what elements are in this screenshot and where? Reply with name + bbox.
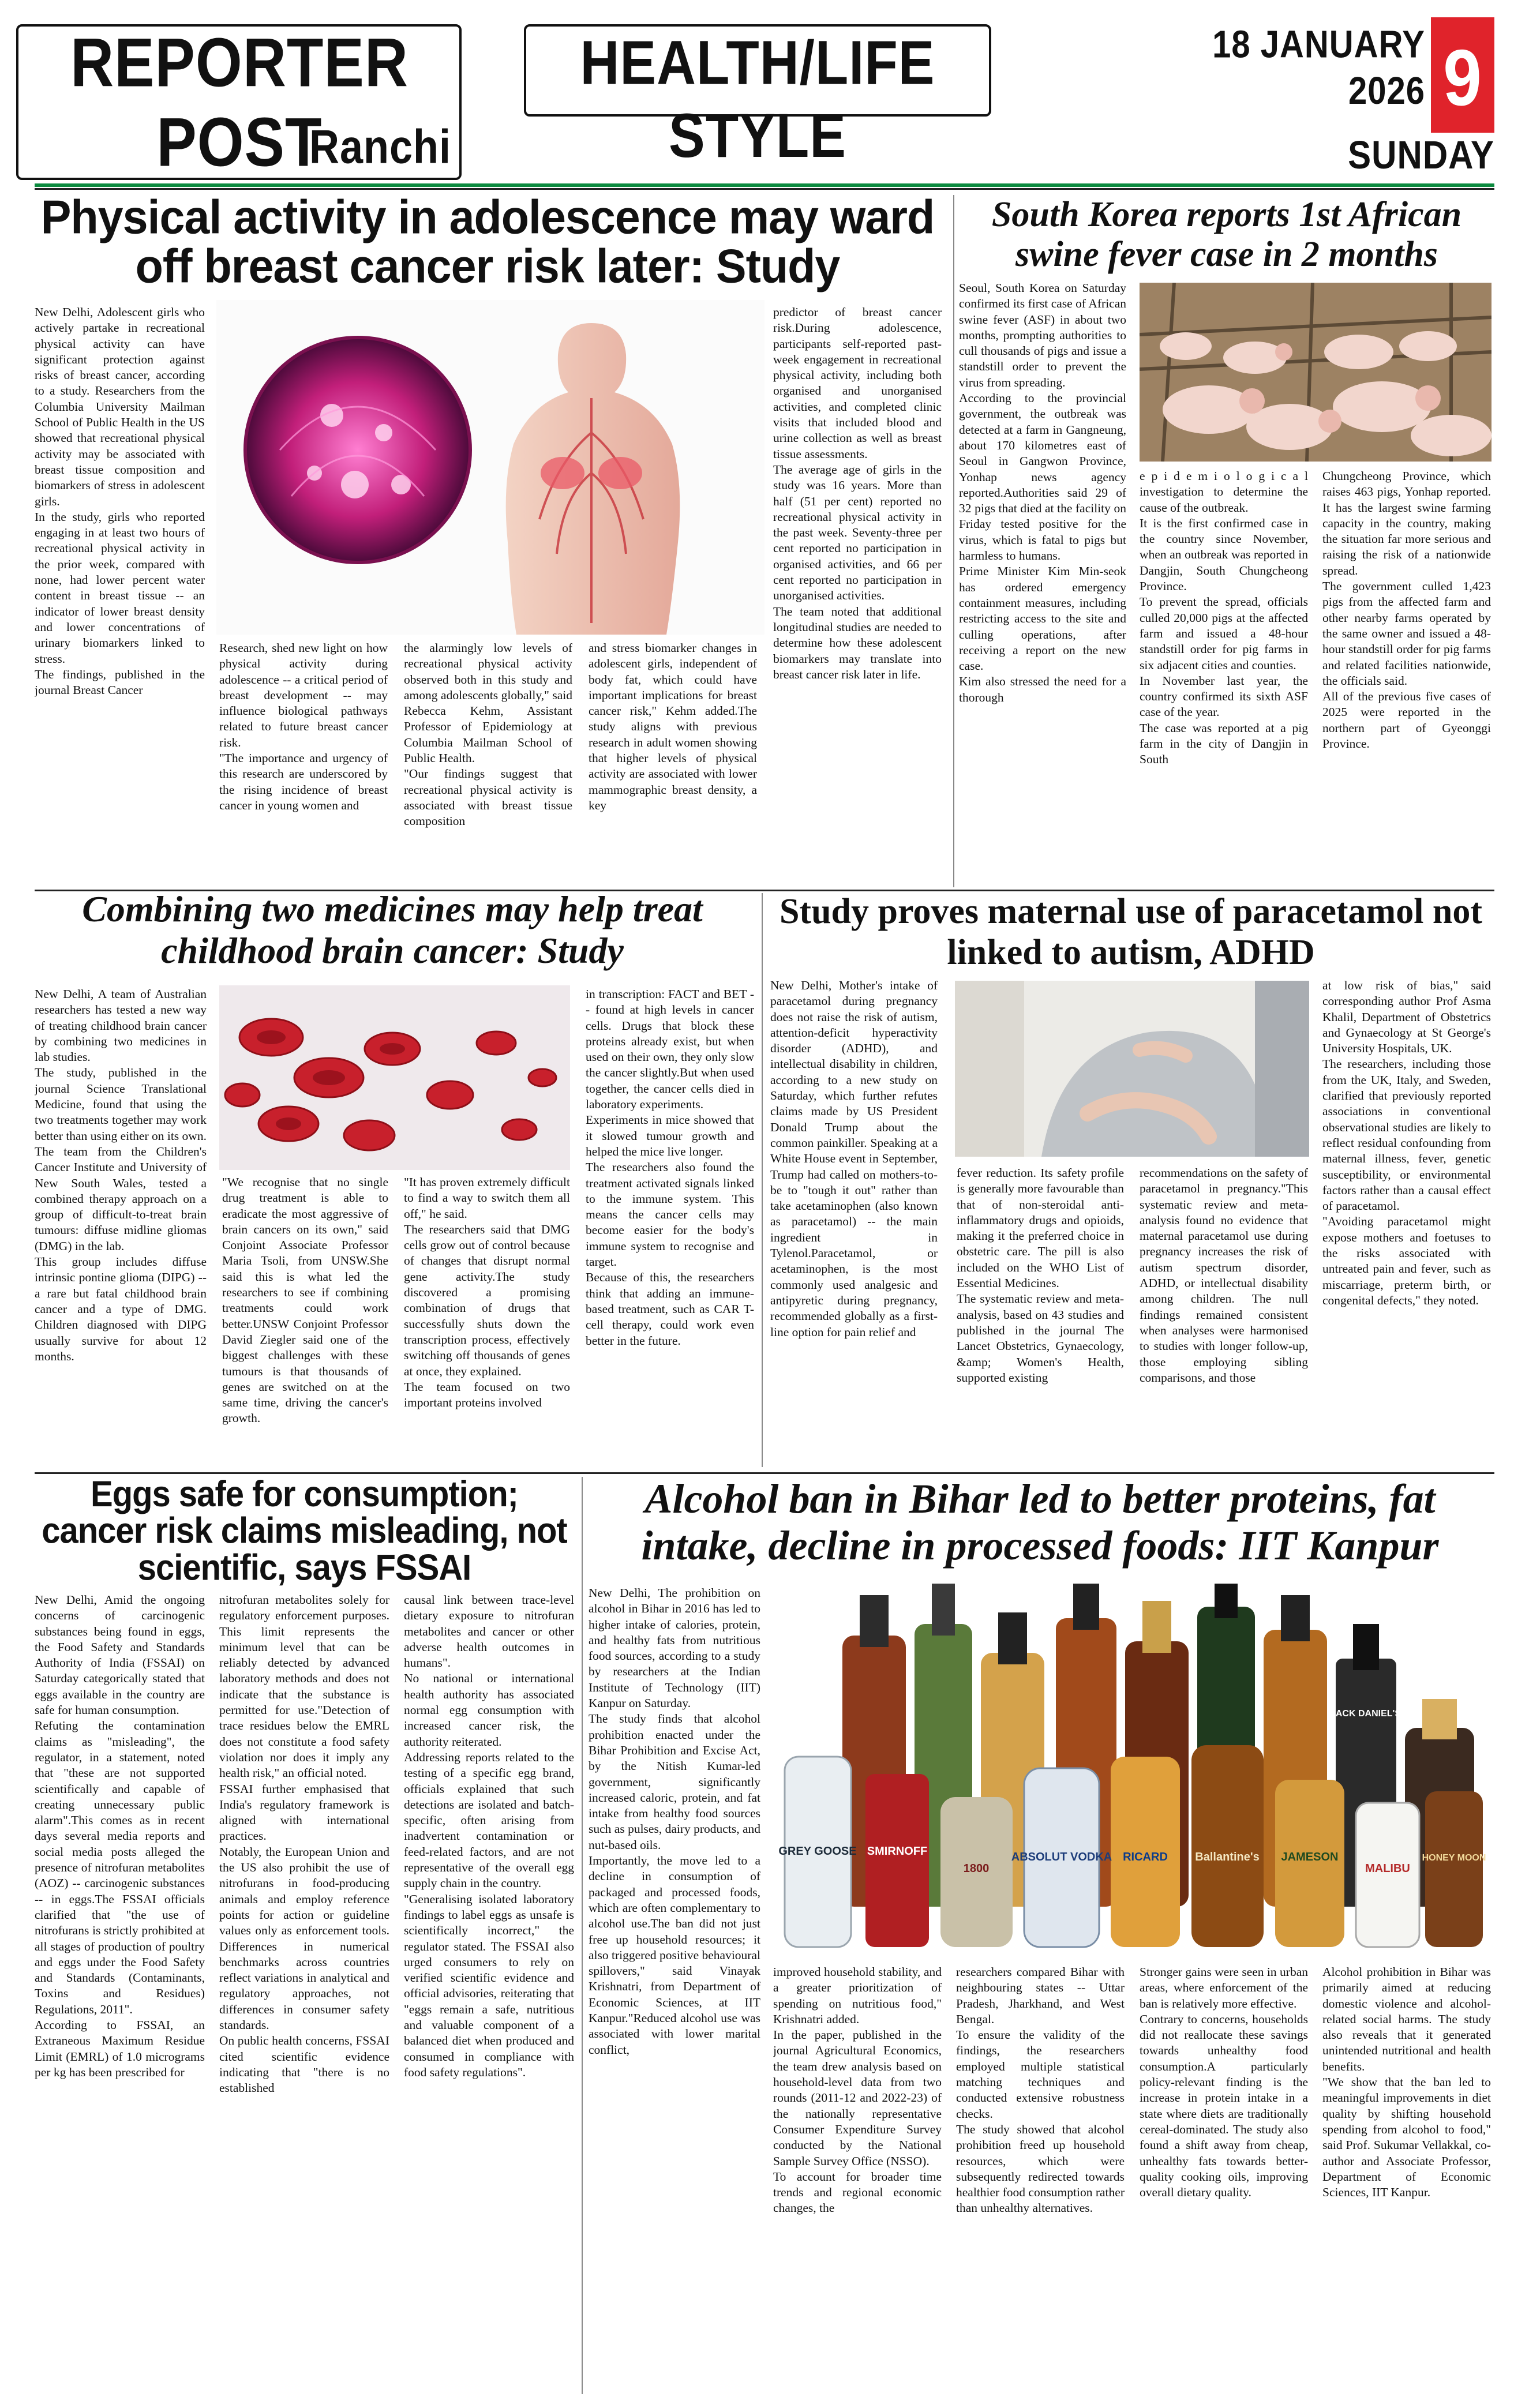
liquor-bottles-photo: [773, 1584, 1491, 1959]
bottle-label: JAMESON: [1281, 1851, 1339, 1863]
issue-date: 18 JANUARY 2026: [1212, 22, 1425, 113]
pregnant-woman-photo: [955, 981, 1309, 1157]
bottle-label: HONEY MOON: [1422, 1853, 1486, 1863]
brain-col-3: "It has proven extremely difficult to find a way to switch them all off," he said. The researchers said that DMG cells grow out of control because of changes that disrupt normal gene activity.The study discovered a promising combination of drugs that successfully shuts down the transcription process, effectively switching off thousands of genes at once, they explained. The team focused on two important proteins involved: [404, 1175, 570, 1410]
bottle-label: 1800: [963, 1862, 990, 1875]
brain-headline: Combining two medicines may help treat childhood brain cancer: Study: [82, 888, 703, 971]
paracetamol-col-4: at low risk of bias," said corresponding author Prof Asma Khalil, Department of Obstetrics and Gynaecology at St George's University Hospitals, UK. The researchers, including those from the UK, Italy, and Sweden, clarified that previously reported associations in conventional observational studies are likely to reflect residual confounding from maternal illness, fever, genetic susceptibility, or environmental factors rather than a causal effect of paracetamol. "Avoiding paracetamol might expose mothers and foetuses to the risks associated with untreated pain and fever, such as miscarriage, preterm birth, or congenital defects," they noted.: [1322, 978, 1491, 1307]
section-title: HEALTH/LIFE STYLE: [580, 27, 935, 171]
swine-col-3: Chungcheong Province, which raises 463 pigs, Yonhap reported. It has the largest swine farming capacity in the country, making the situation far more serious and raising the risk of a nationwide spread. The government culled 1,423 pigs from the affected farm and other nearby farms operated by the same owner and issued a 48-hour standstill order for pig farms and related facilities nationwide, the officials said. All of the previous five cases of 2025 were reported in the northern part of Gyeonggi Province.: [1322, 469, 1491, 751]
bottle-label: GREY GOOSE: [778, 1845, 857, 1858]
body-silhouette: [506, 323, 680, 635]
alcohol-col-4: Stronger gains were seen in urban areas, where enforcement of the ban is relatively more effective. Contrary to concerns, households did not reallocate these savings towards unhealthy food consumption.A particularly policy-relevant finding is the increase in protein intake in a state where diets are traditionally cereal-dominated. The study also found a shift away from cheap, unhealthy fats towards better-quality cooking oils, improving overall dietary quality.: [1140, 1965, 1308, 2200]
breast-col-4: and stress biomarker changes in adolescent girls, independent of body fat, which could have important implications for breast cancer risk," Kehm added.The study aligns with previous research in adult women showing that higher levels of physical activity are associated with lower mammographic breast density, a key: [589, 641, 757, 812]
masthead-rule-green: [35, 183, 1494, 187]
page-number: 9: [1443, 33, 1482, 123]
breast-col-3: the alarmingly low levels of recreational physical activity observed both in this study and among adolescents globally," said Rebecca Kehm, Assistant Professor of Epidemiology at Columbia Mailman School of Public Health. "Our findings suggest that recreational physical activity is associated with breast tissue composition: [404, 641, 572, 828]
breast-illustration: [216, 300, 765, 635]
breast-col-5: predictor of breast cancer risk.During adolescence, participants self-reported past-week engagement in recreational physical activity, including both organised and unorganised activities, and completed clinic visits that included blood and urine collection as well as breast tissue assessments. The average age of girls in the study was 16 years. More than half (51 per cent) reported no recreational physical activity in the past week. Seventy-three per cent reported no participation in organised activities, and 66 per cent reported no participation in unorganised activities. The team noted that additional longitudinal studies are needed to determine how these adolescent biomarkers may translate into breast cancer risk later in life.: [773, 305, 942, 681]
pig-farm-photo: [1140, 283, 1491, 462]
bottle-label: JACK DANIEL'S: [1330, 1709, 1401, 1719]
paracetamol-col-1: New Delhi, Mother's intake of paracetamol during pregnancy does not raise the risk of autism, attention-deficit hyperactivity disorder (ADHD), and intellectual disability in children, according to a new study on Saturday, which further refutes claims made by US President Donald Trump about the common painkiller. Speaking at a White House event in September, Trump had called on mothers-to-be to "tough it out" rather than take acetaminophen (also known as paracetamol) -- the main ingredient in Tylenol.Paracetamol, or acetaminophen, is the most commonly used analgesic and antipyretic during pregnancy, recommended globally as a first-line option for pain relief and: [770, 978, 938, 1339]
breast-col-1: New Delhi, Adolescent girls who actively partake in recreational physical activity can have significant protection against risks of breast cancer, according to a study. Researchers from the Columbia University Mailman School of Public Health in the US showed that recreational physical activity may be associated with breast tissue composition and biomarkers of stress in adolescent girls. In the study, girls who reported engaging in at least two hours of recreational physical activity in the prior week, compared with none, had lower percent water content in breast tissue -- an indicator of lower breast density and lower concentrations of urinary biomarkers linked to stress. The findings, published in the journal Breast Cancer: [35, 305, 205, 697]
cancer-cell-sphere: [245, 337, 470, 562]
col-separator: [953, 195, 954, 887]
swine-col-2: e p i d e m i o l o g i c a l investigation to determine the cause of the outbreak. It is the first confirmed case in the country since November, when an outbreak was reported in Dangjin, South Chungcheong Province. To prevent the spread, officials culled 20,000 pigs at the affected farm and issued a 48-hour standstill order for pig farms in six adjacent cities and counties. In November last year, the country confirmed its sixth ASF case of the year. The case was reported at a pig farm in the city of Dangjin in South: [1140, 469, 1308, 767]
brain-col-1: New Delhi, A team of Australian researchers has tested a new way of treating childhood brain cancer by combining two medicines in lab studies. The study, published in the journal Science Translational Medicine, found that using the two treatments together may work better than using either on its own. The team from the Children's Cancer Institute and University of New South Wales, tested a combined therapy approach on a group of difficult-to-treat brain tumours: diffuse midline gliomas (DMG) in the lab. This group includes diffuse intrinsic pontine glioma (DIPG) -- a rare but fatal childhood brain cancer and a type of DMG. Children diagnosed with DIPG usually survive for about 12 months.: [35, 987, 207, 1363]
paper-name: REPORTER POST: [70, 24, 409, 181]
col-separator: [582, 1477, 583, 2394]
brain-col-2: "We recognise that no single drug treatment is able to eradicate the most aggressive of brain cancers on its own," said Conjoint Associate Professor Maria Tsoli, from UNSW.She said this is what led the researchers to see if combining treatments could work better.UNSW Conjoint Professor David Ziegler said one of the biggest challenges with these tumours is that thousands of genes are switched on at the same time, driving the cancer's growth.: [222, 1175, 388, 1426]
eggs-col-3: causal link between trace-level dietary exposure to nitrofuran metabolites and cancer or other adverse health outcomes in humans". No national or international health authority has associated normal egg consumption with increased cancer risk, the authority reiterated. Addressing reports related to the testing of a specific egg brand, officials explained that such detections are isolated and batch-specific, often arising from inadvertent contamination or feed-related factors, and are not representative of the overall egg supply chain in the country. "Generalising isolated laboratory findings to label eggs as unsafe is scientifically incorrect," the regulator stated. The FSSAI also urged consumers to rely on verified scientific evidence and official advisories, reiterating that "eggs remain a safe, nutritious and valuable component of a balanced diet when produced and consumed in compliance with food safety regulations".: [404, 1593, 574, 2079]
alcohol-col-2: improved household stability, and a greater prioritization of spending on nutritious food," Krishnatri added. In the paper, published in the journal Agricultural Economics, the team drew analysis based on household-level data from two rounds (2011-12 and 2022-23) of the nationally representative Consumer Expenditure Survey conducted by the National Sample Survey Office (NSSO). To account for broader time trends and regional economic changes, the: [773, 1965, 942, 2215]
blood-cells-image: [219, 985, 570, 1170]
alcohol-col-1: New Delhi, The prohibition on alcohol in Bihar in 2016 has led to higher intake of calories, protein, and healthy fats from nutritious food sources, according to a study by researchers at the Indian Institute of Technology (IIT) Kanpur on Saturday. The study finds that alcohol prohibition enacted under the Bihar Prohibition and Excise Act, by the Nitish Kumar-led government, significantly increased caloric, protein, and fat intake from healthy food sources such as pulses, dairy products, and nut-based oils. Importantly, the move led to a decline in consumption of packaged and processed foods, which are often complementary to alcohol use.The ban did not just free up household resources; it also triggered positive behavioural spillovers," said Vinayak Krishnatri, from Department of Economic Sciences, at IIT Kanpur."Reduced alcohol use was associated with lower marital conflict,: [589, 1586, 760, 2057]
breast-headline: Physical activity in adolescence may ward off breast cancer risk later: Study: [40, 189, 935, 292]
bottle-label: ABSOLUT VODKA: [1011, 1851, 1112, 1863]
swine-col-1: Seoul, South Korea on Saturday confirmed its first case of African swine fever (ASF) in about two months, prompting authorities to cull thousands of pigs and issue a standstill order to prevent the virus from spreading. According to the provincial government, the outbreak was detected at a farm in Gangneung, about 170 kilometres east of Seoul in Gangwon Province, Yonhap news agency reported.Authorities said 29 of 32 pigs that died at the facility on Friday tested positive for the virus, which is fatal to pigs but harmless to humans. Prime Minister Kim Min-seok has ordered emergency containment measures, including restricting access to the site and culling operations, after receiving a report on the new case. Kim also stressed the need for a thorough: [959, 281, 1126, 704]
issue-day: SUNDAY: [1348, 132, 1494, 177]
bottle-label: RICARD: [1123, 1851, 1168, 1863]
alcohol-col-3: researchers compared Bihar with neighbouring states -- Uttar Pradesh, Jharkhand, and West Bengal. To ensure the validity of the findings, the researchers employed multiple statistical matching techniques and conducted extensive robustness checks. The study showed that alcohol prohibition freed up household resources, which were subsequently redirected towards healthier food consumption rather than unhealthy alternatives.: [956, 1965, 1125, 2215]
bottle-label: SMIRNOFF: [867, 1845, 928, 1858]
col-separator: [762, 893, 763, 1467]
paracetamol-col-3: recommendations on the safety of paracetamol in pregnancy."This systematic review and meta-analysis found no evidence that maternal paracetamol use during pregnancy increases the risk of autism spectrum disorder, ADHD, or intellectual disability among children. The null findings remained consistent when analyses were harmonised to studies with longer follow-up, those employing sibling comparisons, and those: [1140, 1166, 1308, 1385]
eggs-headline: Eggs safe for consumption; cancer risk claims misleading, not scientific, says FSSAI: [42, 1473, 567, 1588]
city-name: Ranchi: [309, 121, 451, 174]
bottle-label: MALIBU: [1365, 1862, 1410, 1875]
bottle-label: Ballantine's: [1195, 1851, 1260, 1863]
breast-col-2: Research, shed new light on how physical activity during adolescence -- a critical period of breast development -- may influence biological pathways related to future breast cancer risk. "The importance and urgency of this research are underscored by the rising incidence of breast cancer in young women and: [219, 641, 388, 812]
alcohol-col-5: Alcohol prohibition in Bihar was primarily aimed at reducing domestic violence and alcohol-related social harms. The study also reveals that it generated unintended nutritional and health benefits. "We show that the ban led to meaningful improvements in diet quality by shifting household spending from alcohol to food," said Prof. Sukumar Vellakkal, co-author and Associate Professor, Department of Economic Sciences, IIT Kanpur.: [1322, 1965, 1491, 2200]
paracetamol-col-2: fever reduction. Its safety profile is generally more favourable than that of non-steroidal anti-inflammatory drugs and opioids, making it the preferred choice in obstetric care. The pill is also included on the WHO List of Essential Medicines. The systematic review and meta-analysis, based on 43 studies and published in the journal The Lancet Obstetrics, Gynaecology, &amp; Women's Health, supported existing: [957, 1166, 1124, 1385]
brain-col-4: in transcription: FACT and BET -- found at high levels in cancer cells. Drugs that block these proteins already exist, but when used on their own, they only slow the cancer slightly.But when used together, the cancer cells died in laboratory experiments. Experiments in mice showed that it slowed tumour growth and helped the mice live longer. The researchers also found the treatment activated signals linked to the immune system. This means the cancer cells may become easier for the body's immune system to recognise and target. Because of this, the researchers think that adding an immune-based treatment, such as CAR T-cell therapy, could work even better in the future.: [586, 987, 754, 1348]
paracetamol-headline: Study proves maternal use of paracetamol not linked to autism, ADHD: [779, 892, 1483, 972]
alcohol-headline: Alcohol ban in Bihar led to better proteins, fat intake, decline in processed foods: IIT Kanpur: [641, 1476, 1439, 1569]
eggs-col-1: New Delhi, Amid the ongoing concerns of carcinogenic substances being found in eggs, the Food Safety and Standards Authority of India (FSSAI) on Saturday categorically stated that eggs available in the country are safe for human consumption. Refuting the contamination claims as "misleading", the regulator, in a statement, noted that "these are not supported scientifically and capable of creating unnecessary public alarm".This comes as in recent days several media reports and social media posts alleged the presence of nitrofuran metabolites (AOZ) -- carcinogenic substances -- in eggs.The FSSAI officials clarified that "the use of nitrofurans is strictly prohibited at all stages of production of poultry and eggs under the Food Safety and Standards (Contaminants, Toxins and Residues) Regulations, 2011". According to FSSAI, an Extraneous Maximum Residue Limit (EMRL) of 1.0 micrograms per kg has been prescribed for: [35, 1593, 205, 2079]
eggs-col-2: nitrofuran metabolites solely for regulatory enforcement purposes. This limit represents the minimum level that can be reliably detected by advanced laboratory methods and does not indicate that the substance is permitted for use."Detection of trace residues below the EMRL does not constitute a food safety violation nor does it imply any health risk," an official noted. FSSAI further emphasised that India's regulatory framework is aligned with international practices. Notably, the European Union and the US also prohibit the use of nitrofurans in food-producing animals and employ reference points for action or guideline values only as enforcement tools. Differences in numerical benchmarks across countries reflect variations in analytical and regulatory approaches, not differences in consumer safety standards. On public health concerns, FSSAI cited scientific evidence indicating that "there is no established: [219, 1593, 389, 2095]
swine-headline: South Korea reports 1st African swine fever case in 2 months: [991, 195, 1462, 275]
